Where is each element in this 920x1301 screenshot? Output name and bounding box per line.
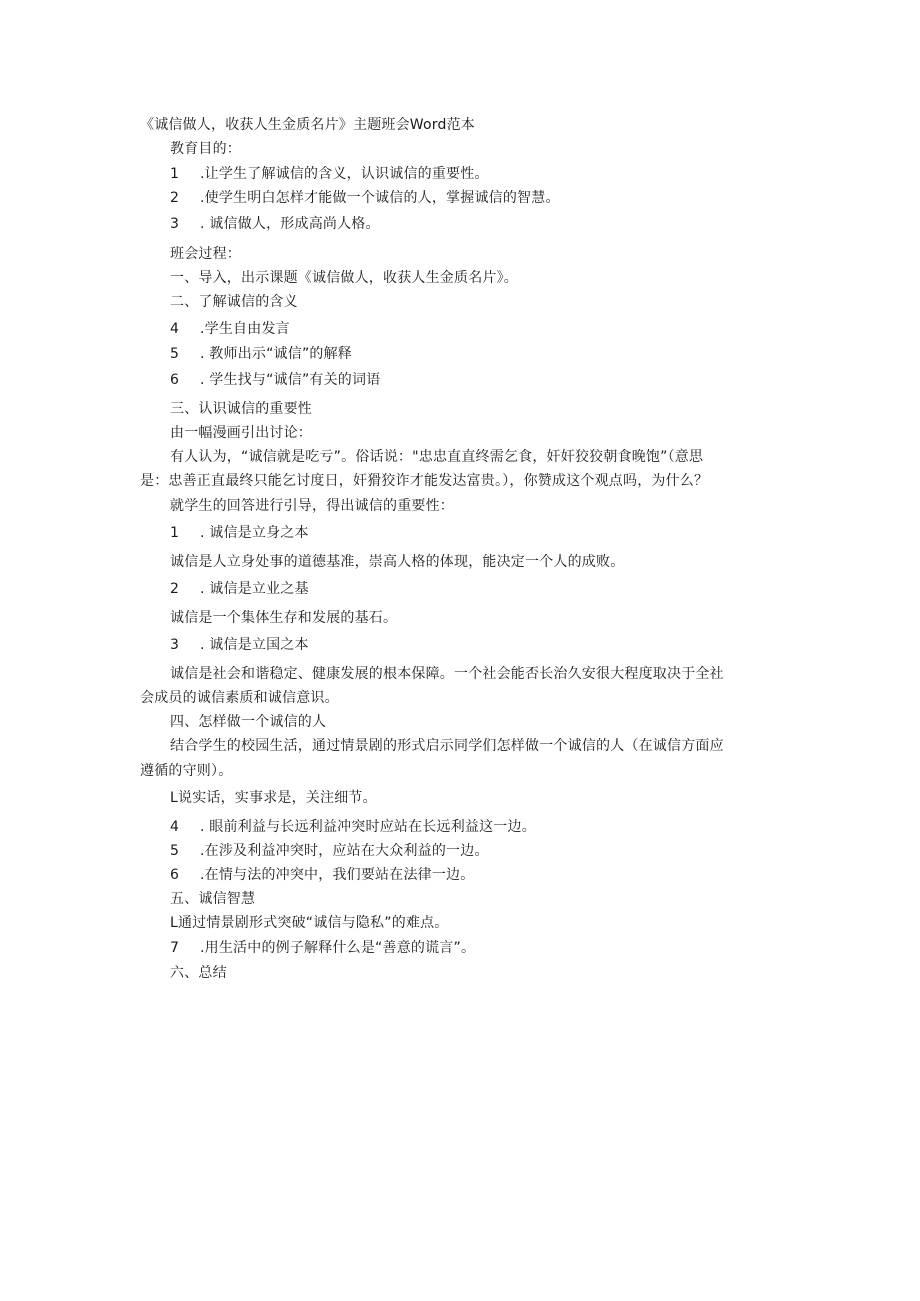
list-text: .学生自由发言 xyxy=(200,321,290,337)
goal-heading: 教育目的： xyxy=(170,141,241,157)
point-title-text: . 诚信是立国之本 xyxy=(200,637,309,653)
goal-text: .让学生了解诚信的含义，认识诚信的重要性。 xyxy=(200,166,489,182)
paragraph-text: 有人认为，“诚信就是吃亏”。俗话说："忠忠直直终需乞食，奸奸狡狡朝食晚饱”（意思 xyxy=(170,449,704,465)
point-title-text: . 诚信是立身之本 xyxy=(200,525,309,541)
section-heading-2: 二、了解诚信的含义 xyxy=(170,294,298,310)
list-text: . 教师出示“诚信”的解释 xyxy=(200,346,353,362)
paragraph-text: 就学生的回答进行引导，得出诚信的重要性： xyxy=(170,498,454,514)
goal-item xyxy=(170,215,380,233)
list-item xyxy=(170,818,536,836)
paragraph-text: 是：忠善正直最终只能乞讨度日，奸猾狡诈才能发达富贵。），你赞成这个观点吗，为什么？ xyxy=(140,473,709,489)
section-heading-5: 五、诚信智慧 xyxy=(170,891,256,907)
point-description: 会成员的诚信素质和诚信意识。 xyxy=(140,690,339,706)
list-item xyxy=(170,939,475,957)
paragraph-text: 遵循的守则）。 xyxy=(140,763,233,779)
list-text: .用生活中的例子解释什么是“善意的谎言”。 xyxy=(200,940,476,956)
point-title xyxy=(170,524,309,542)
goal-text: . 诚信做人，形成高尚人格。 xyxy=(200,216,380,232)
list-number: 5 xyxy=(170,346,180,362)
section-heading-4: 四、怎样做一个诚信的人 xyxy=(170,714,327,730)
list-item xyxy=(170,345,352,363)
process-heading: 班会过程： xyxy=(170,246,241,262)
point-description: 诚信是人立身处事的道德基准，崇高人格的体现，能决定一个人的成败。 xyxy=(170,554,625,570)
paragraph-text: 由一幅漫画引出讨论： xyxy=(170,425,312,441)
list-number: 6 xyxy=(170,867,180,883)
goal-text: .使学生明白怎样才能做一个诚信的人，掌握诚信的智慧。 xyxy=(200,190,560,206)
point-description: 诚信是社会和谐稳定、健康发展的根本保障。一个社会能否长治久安很大程度取决于全社 xyxy=(170,666,724,682)
list-number: 4 xyxy=(170,819,180,835)
section-heading-3: 三、认识诚信的重要性 xyxy=(170,401,312,417)
point-description: 诚信是一个集体生存和发展的基石。 xyxy=(170,610,398,626)
list-number: 7 xyxy=(170,940,180,956)
goal-item xyxy=(170,165,489,183)
list-text: . 学生找与“诚信”有关的词语 xyxy=(200,372,381,388)
goal-item xyxy=(170,189,560,207)
list-item: L说实话，实事求是，关注细节。 xyxy=(170,790,377,806)
section-heading-6: 六、总结 xyxy=(170,965,227,981)
list-item xyxy=(170,866,474,884)
point-title xyxy=(170,636,309,654)
list-text: .在情与法的冲突中，我们要站在法律一边。 xyxy=(200,867,475,883)
list-number: 5 xyxy=(170,843,180,859)
list-number: 4 xyxy=(170,321,180,337)
point-number: 1 xyxy=(170,525,180,541)
list-item: L通过情景剧形式突破“诚信与隐私”的难点。 xyxy=(170,915,449,931)
point-title xyxy=(170,580,309,598)
point-title-text: . 诚信是立业之基 xyxy=(200,581,309,597)
list-item xyxy=(170,320,290,338)
goal-number: 3 xyxy=(170,216,180,232)
goal-number: 2 xyxy=(170,190,180,206)
section-heading-1: 一、导入，出示课题《诚信做人，收获人生金质名片》。 xyxy=(170,270,518,286)
list-item xyxy=(170,842,489,860)
list-number: 6 xyxy=(170,372,180,388)
point-number: 3 xyxy=(170,637,180,653)
paragraph-text: 结合学生的校园生活，通过情景剧的形式启示同学们怎样做一个诚信的人（在诚信方面应 xyxy=(170,738,724,754)
list-text: . 眼前利益与长远利益冲突时应站在长远利益这一边。 xyxy=(200,819,536,835)
list-text: .在涉及利益冲突时，应站在大众利益的一边。 xyxy=(200,843,489,859)
point-number: 2 xyxy=(170,581,180,597)
document-title: 《诚信做人，收获人生金质名片》主题班会Word范本 xyxy=(140,117,475,133)
list-item xyxy=(170,371,380,389)
goal-number: 1 xyxy=(170,166,180,182)
